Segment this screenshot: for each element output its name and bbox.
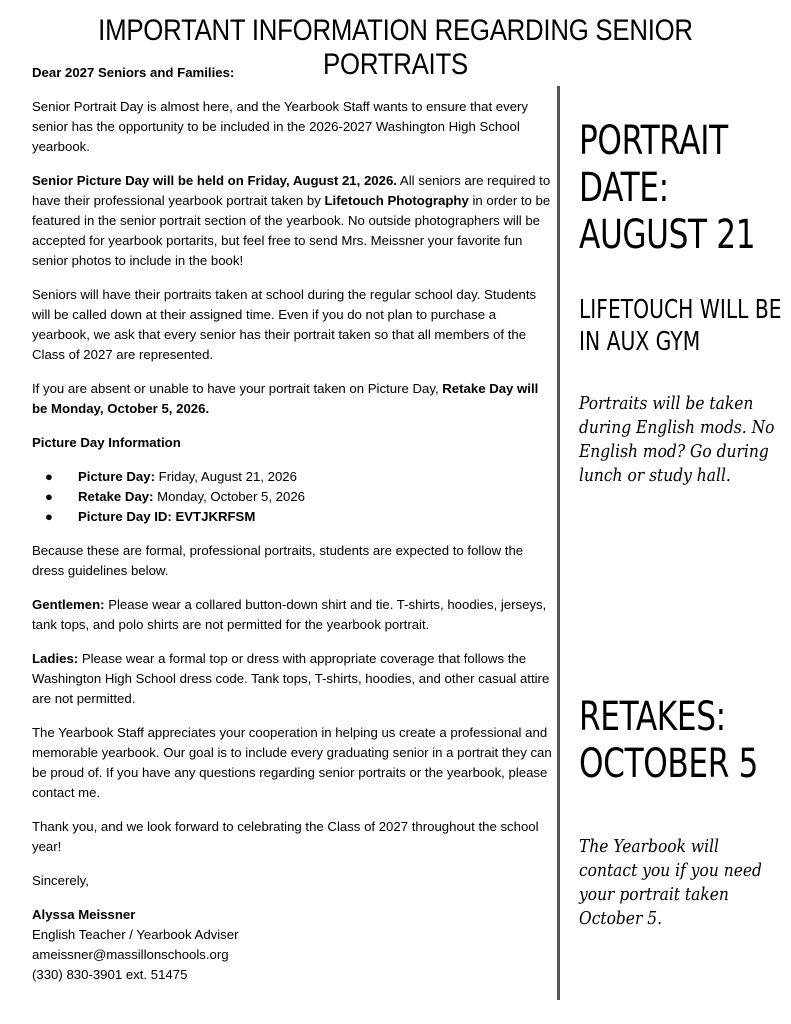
portrait-date-callout: PORTRAIT DATE: AUGUST 21 — [579, 118, 756, 258]
appreciation-paragraph: The Yearbook Staff appreciates your cooperation in helping us create a professional and memorable yearbook. Our goal is to include every graduating senior in a portrait they can be proud of. If you have any questions regarding senior portraits or the yearbook, please contact me. — [32, 725, 552, 800]
closing: Sincerely, — [32, 873, 89, 888]
bullet-icon: ● — [45, 489, 53, 504]
retakes-callout: RETAKES: OCTOBER 5 — [579, 694, 759, 787]
ladies-paragraph: Ladies: Please wear a formal top or dress with appropriate coverage that follows the Washington High School dress code. Tank tops, T-shirts, hoodies, and other casual attire are not permitted. — [32, 651, 550, 706]
signature-email: ameissner@massillonschools.org — [32, 947, 229, 962]
gentlemen-paragraph: Gentlemen: Please wear a collared button-down shirt and tie. T-shirts, hoodies, jerseys, tank tops, and polo shirts are not permitted for the yearbook portrait. — [32, 597, 547, 632]
picture-day-paragraph: Senior Picture Day will be held on Friday, August 21, 2026. All seniors are required to have their professional yearbook portrait taken by Lifetouch Photography in order to be featured in the senior portrait section of the yearbook. No outside photographers will be accepted for yearbook portarits, but feel free to send Mrs. Meissner your favorite fun senior photos to include in the book! — [32, 173, 551, 268]
bullet-icon: ● — [45, 509, 53, 524]
bullet-icon: ● — [45, 469, 53, 484]
signature-phone: (330) 830-3901 ext. 51475 — [32, 967, 188, 982]
list-item: ● Picture Day: Friday, August 21, 2026 — [32, 467, 552, 487]
signature-block — [32, 905, 552, 985]
retakes-note: The Yearbook will contact you if you need your portrait taken October 5. — [579, 836, 762, 929]
page-title: IMPORTANT INFORMATION REGARDING SENIOR PORTRAITS — [98, 14, 693, 81]
signature-name: Alyssa Meissner — [32, 907, 136, 922]
schedule-note: Portraits will be taken during English mods. No English mod? Go during lunch or study hall. — [579, 393, 775, 486]
intro-paragraph: Senior Portrait Day is almost here, and the Yearbook Staff wants to ensure that every senior has the opportunity to be included in the 2026-2027 Washington High School yearbook. — [32, 99, 529, 154]
greeting: Dear 2027 Seniors and Families: — [32, 65, 235, 80]
sidebar-divider — [557, 86, 560, 1000]
letter-body — [32, 63, 552, 985]
thanks-paragraph: Thank you, and we look forward to celebrating the Class of 2027 throughout the school year! — [32, 819, 539, 854]
location-callout: LIFETOUCH WILL BE IN AUX GYM — [579, 295, 782, 357]
info-list — [32, 467, 552, 527]
list-item: ● Retake Day: Monday, October 5, 2026 — [32, 487, 552, 507]
list-item: ● Picture Day ID: EVTJKRFSM — [32, 507, 552, 527]
dress-intro-paragraph: Because these are formal, professional portraits, students are expected to follow the dress guidelines below. — [32, 543, 524, 578]
signature-role: English Teacher / Yearbook Adviser — [32, 927, 239, 942]
info-heading: Picture Day Information — [32, 435, 181, 450]
retake-paragraph: If you are absent or unable to have your portrait taken on Picture Day, Retake Day will be Monday, October 5, 2026. — [32, 381, 539, 416]
schedule-paragraph: Seniors will have their portraits taken at school during the regular school day. Students will be called down at their assigned time. Even if you do not plan to purchase a yearbook, we ask that every senior has their portrait taken so that all members of the Class of 2027 are represented. — [32, 287, 537, 362]
